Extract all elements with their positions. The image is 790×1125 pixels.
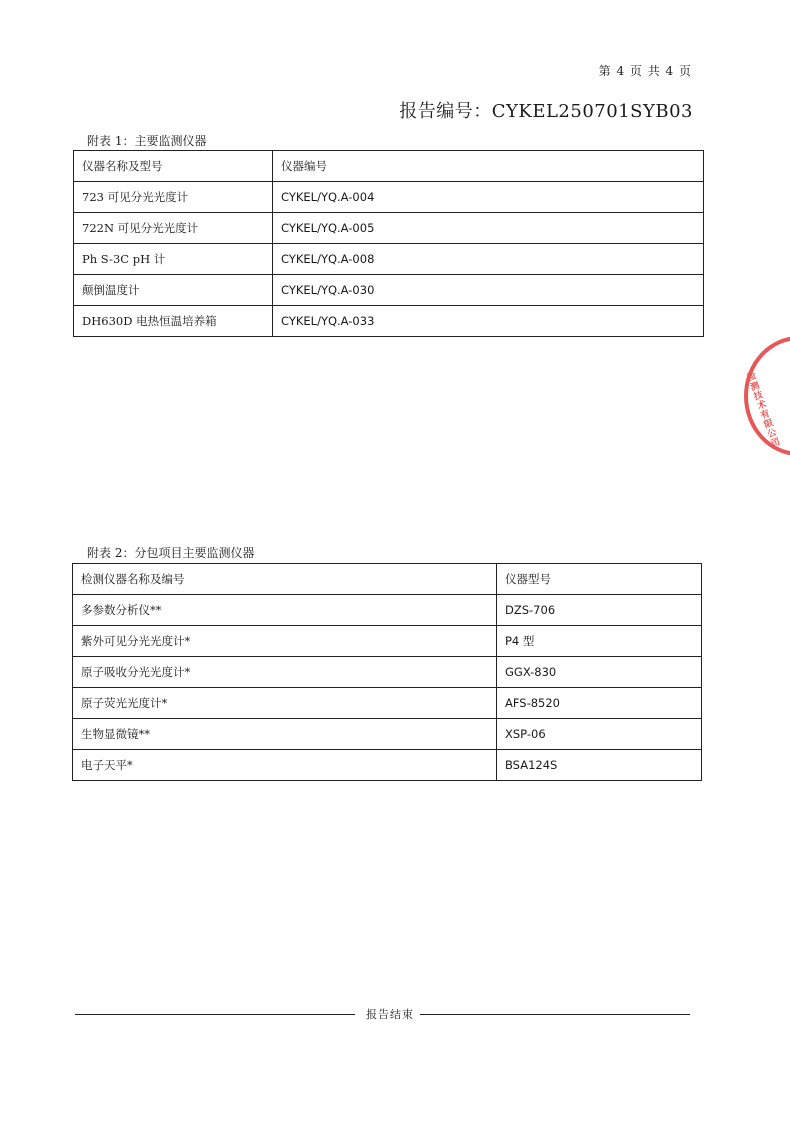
instrument-name-cell: 电子天平* xyxy=(73,750,497,781)
table-header-cell: 检测仪器名称及编号 xyxy=(73,564,497,595)
instrument-name-cell: 原子荧光光度计* xyxy=(73,688,497,719)
instrument-name-cell: 颠倒温度计 xyxy=(74,275,273,306)
table-row xyxy=(74,275,704,306)
instrument-model-cell: AFS-8520 xyxy=(497,688,702,719)
instrument-model-cell: BSA124S xyxy=(497,750,702,781)
table-header-cell: 仪器型号 xyxy=(497,564,702,595)
page-number: 第 4 页 共 4 页 xyxy=(598,64,692,78)
instrument-id-cell: CYKEL/YQ.A-008 xyxy=(273,244,704,275)
instrument-id-cell: CYKEL/YQ.A-030 xyxy=(273,275,704,306)
table-row xyxy=(73,626,702,657)
instrument-id-cell: CYKEL/YQ.A-005 xyxy=(273,213,704,244)
table-row xyxy=(74,244,704,275)
instrument-name-cell: Ph S-3C pH 计 xyxy=(74,244,273,275)
instrument-name-cell: 多参数分析仪** xyxy=(73,595,497,626)
instrument-name-cell: 紫外可见分光光度计* xyxy=(73,626,497,657)
instrument-name-cell: 723 可见分光光度计 xyxy=(74,182,273,213)
seal-text: 检测技术有限公司 xyxy=(743,370,781,450)
report-number: 报告编号：CYKEL250701SYB03 xyxy=(399,101,693,122)
main-instruments-table xyxy=(73,150,704,337)
table-row xyxy=(73,657,702,688)
instrument-model-cell: GGX-830 xyxy=(497,657,702,688)
official-seal-stamp xyxy=(744,336,790,456)
table-row xyxy=(74,306,704,337)
table-row xyxy=(73,750,702,781)
table-row xyxy=(74,182,704,213)
instrument-id-cell: CYKEL/YQ.A-004 xyxy=(273,182,704,213)
table-row xyxy=(73,595,702,626)
instrument-model-cell: DZS-706 xyxy=(497,595,702,626)
table-row xyxy=(73,688,702,719)
footer-divider-left xyxy=(75,1014,355,1015)
instrument-model-cell: XSP-06 xyxy=(497,719,702,750)
instrument-model-cell: P4 型 xyxy=(497,626,702,657)
instrument-name-cell: 722N 可见分光光度计 xyxy=(74,213,273,244)
table-header-row xyxy=(74,151,704,182)
report-end-text: 报告结束 xyxy=(366,1008,414,1021)
instrument-name-cell: 原子吸收分光光度计* xyxy=(73,657,497,688)
table1-caption: 附表 1：主要监测仪器 xyxy=(87,134,207,148)
table-header-cell: 仪器名称及型号 xyxy=(74,151,273,182)
subcontract-instruments-table xyxy=(72,563,702,781)
table-row xyxy=(74,213,704,244)
instrument-id-cell: CYKEL/YQ.A-033 xyxy=(273,306,704,337)
table-header-row xyxy=(73,564,702,595)
instrument-name-cell: 生物显微镜** xyxy=(73,719,497,750)
instrument-name-cell: DH630D 电热恒温培养箱 xyxy=(74,306,273,337)
footer-divider-right xyxy=(420,1014,690,1015)
table-header-cell: 仪器编号 xyxy=(273,151,704,182)
table2-caption: 附表 2：分包项目主要监测仪器 xyxy=(87,546,255,560)
table-row xyxy=(73,719,702,750)
